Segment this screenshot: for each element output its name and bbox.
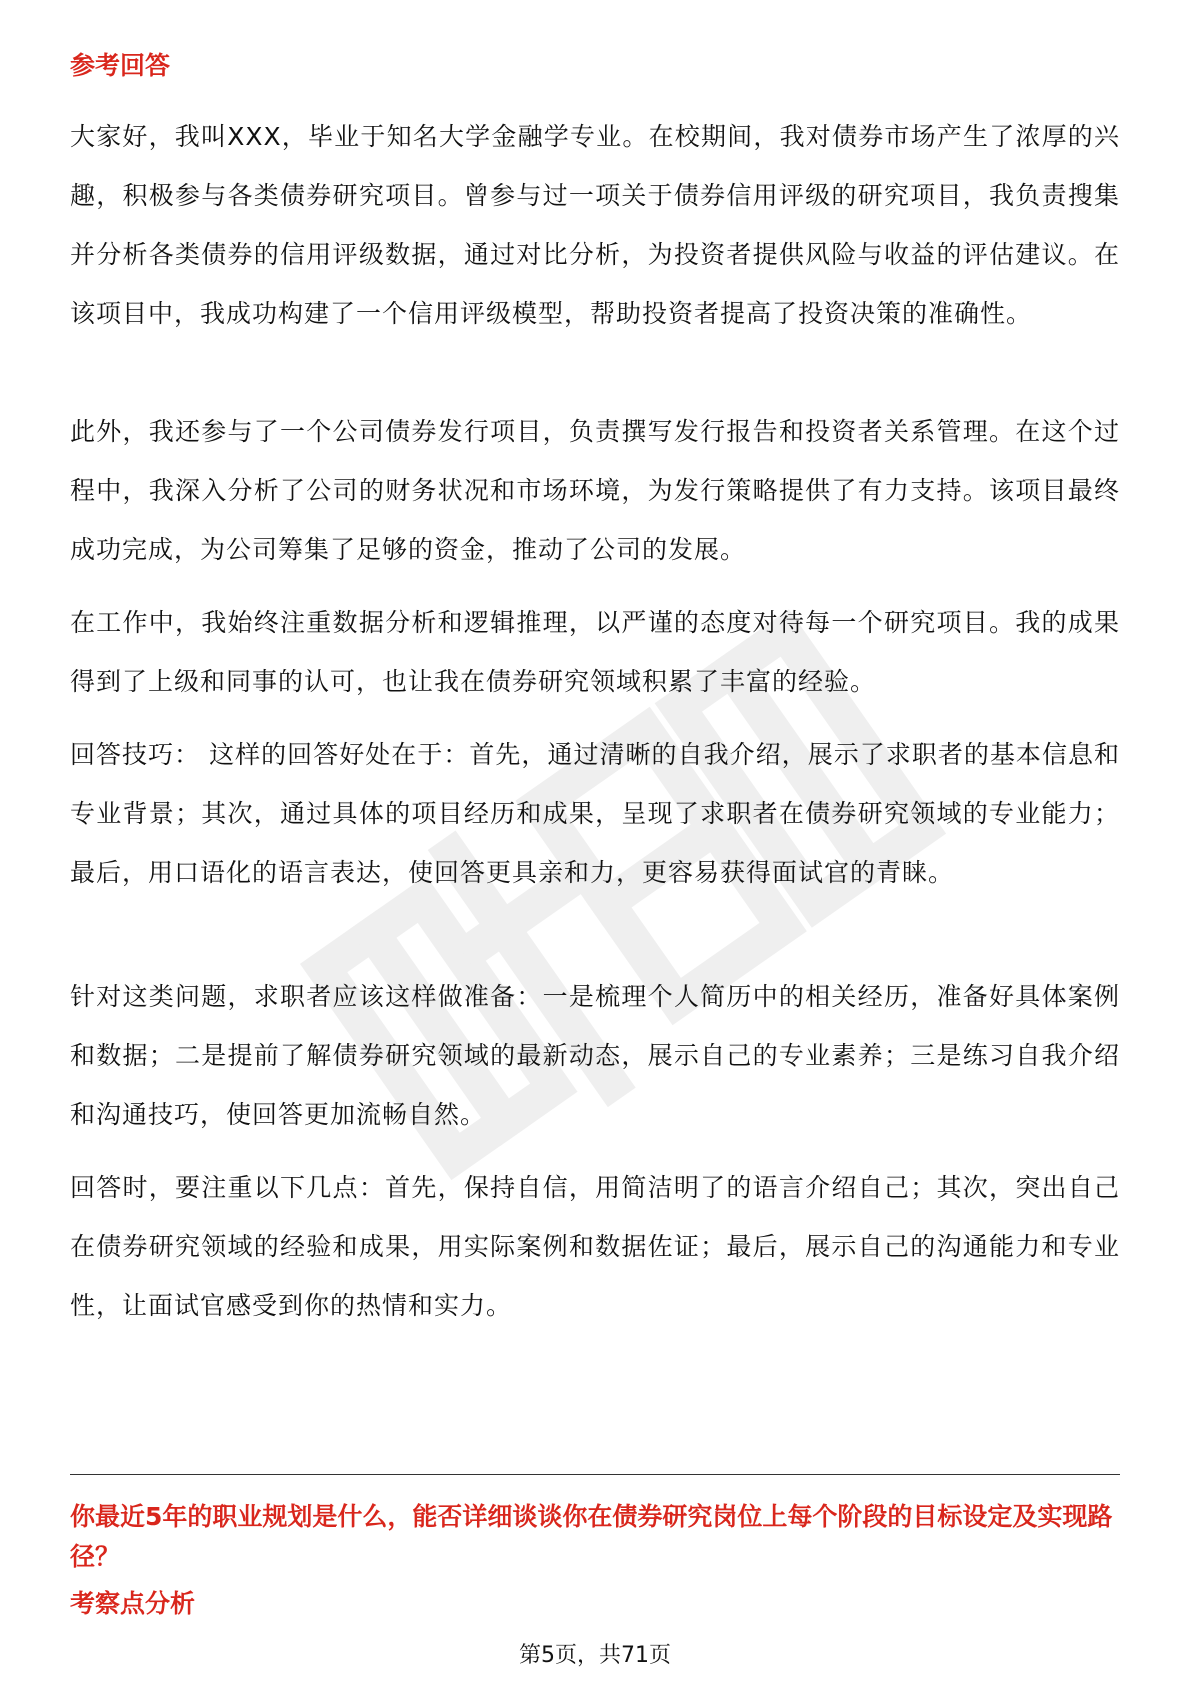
section-heading-answer: 参考回答 xyxy=(70,51,171,80)
answer-paragraph: 大家好，我叫XXX，毕业于知名大学金融学专业。在校期间，我对债券市场产生了浓厚的兴趣，积极参与各类债券研究项目。曾参与过一项关于债券信用评级的研究项目，我负责搜集并分析各类债券的信用评级数据，通过对比分析，为投资者提供风险与收益的评估建议。在该项目中，我成功构建了一个信用评级模型，帮助投资者提高了投资决策的准确性。 xyxy=(70,122,1120,328)
advice-paragraph: 回答时，要注重以下几点：首先，保持自信，用简洁明了的语言介绍自己；其次，突出自己在债券研究领域的经验和成果，用实际案例和数据佐证；最后，展示自己的沟通能力和专业性，让面试官感受到你的热情和实力。 xyxy=(70,1173,1120,1320)
section-divider xyxy=(70,1474,1120,1475)
preparation-paragraph: 针对这类问题，求职者应该这样做准备：一是梳理个人简历中的相关经历，准备好具体案例和数据；二是提前了解债券研究领域的最新动态，展示自己的专业素养；三是练习自我介绍和沟通技巧，使回答更加流畅自然。 xyxy=(70,982,1120,1129)
next-question-title: 你最近5年的职业规划是什么，能否详细谈谈你在债券研究岗位上每个阶段的目标设定及实现路径？ xyxy=(70,1502,1113,1571)
page-footer: 第5页，共71页 xyxy=(519,1643,671,1668)
tips-paragraph: 回答技巧： 这样的回答好处在于：首先，通过清晰的自我介绍，展示了求职者的基本信息和专业背景；其次，通过具体的项目经历和成果，呈现了求职者在债券研究领域的专业能力；最后，用口语化的语言表达，使回答更具亲和力，更容易获得面试官的青睐。 xyxy=(70,740,1120,887)
answer-paragraph: 在工作中，我始终注重数据分析和逻辑推理，以严谨的态度对待每一个研究项目。我的成果得到了上级和同事的认可，也让我在债券研究领域积累了丰富的经验。 xyxy=(70,608,1120,696)
section-heading-analysis: 考察点分析 xyxy=(70,1589,196,1618)
answer-paragraph: 此外，我还参与了一个公司债券发行项目，负责撰写发行报告和投资者关系管理。在这个过程中，我深入分析了公司的财务状况和市场环境，为发行策略提供了有力支持。该项目最终成功完成，为公司筹集了足够的资金，推动了公司的发展。 xyxy=(70,417,1120,564)
